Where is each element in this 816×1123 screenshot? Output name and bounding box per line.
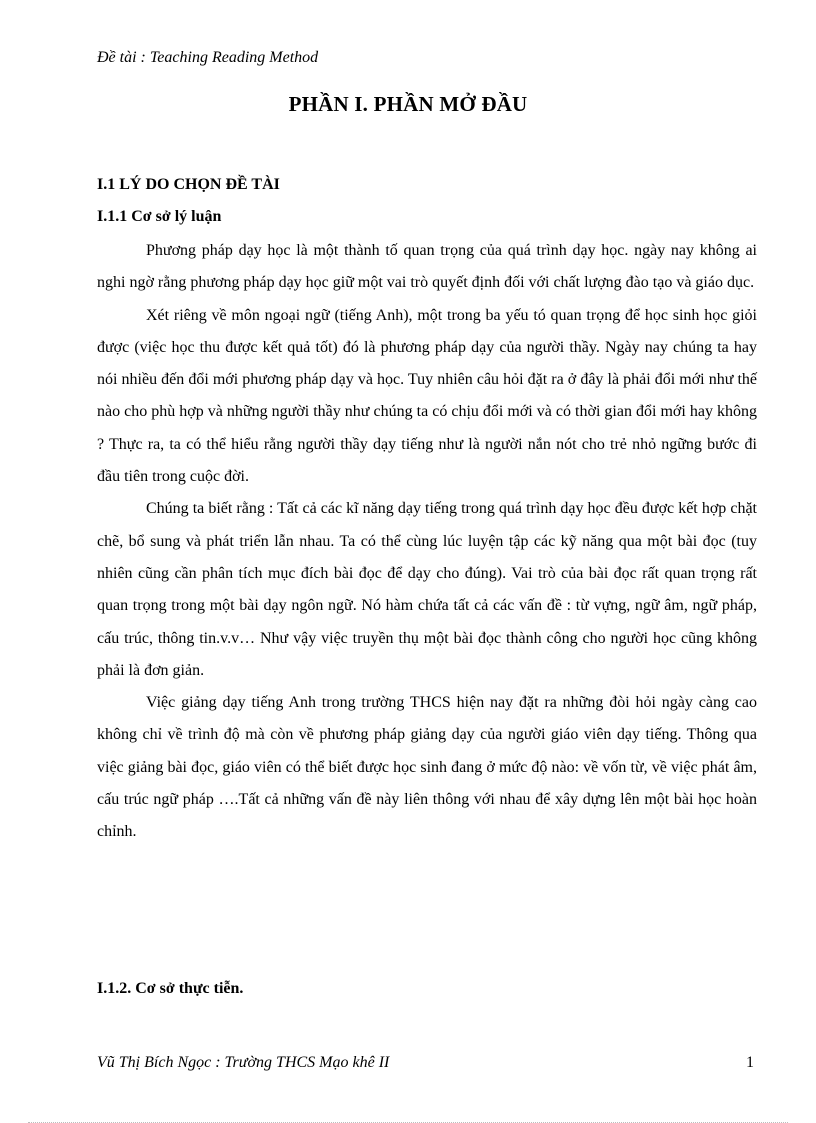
page-title: PHẦN I. PHẦN MỞ ĐẦU — [288, 92, 528, 116]
paragraph-3: Chúng ta biết rằng : Tất cả các kĩ năng dạy tiếng trong quá trình dạy học đều được kết hợp chặt chẽ, bổ sung và phát triển lẫn nhau. Ta có thể cùng lúc luyện tập các kỹ năng qua một bài đọc (tuy nhiên cũng cần phân tích mục đích bài đọc để dạy cho đúng). Vai trò của bài đọc rất quan trọng rất quan trọng trong một bài dạy ngôn ngữ. Nó hàm chứa tất cả các vấn đề : từ vựng, ngữ âm, ngữ pháp, cấu trúc, thông tin.v.v… Như vậy việc truyền thụ một bài đọc thành công cho người học cũng không phải là đơn giản. — [97, 500, 757, 679]
page-number: 1 — [746, 1054, 754, 1071]
header-topic: Đề tài : Teaching Reading Method — [97, 49, 319, 66]
paragraph-4: Việc giảng dạy tiếng Anh trong trường THCS hiện nay đặt ra những đòi hỏi ngày càng cao không chỉ về trình độ mà còn về phương pháp giảng dạy của người giáo viên dạy tiếng. Thông qua việc giảng bài đọc, giáo viên có thể biết được học sinh đang ở mức độ nào: về vốn từ, về việc phát âm, cấu trúc ngữ pháp ….Tất cả những vấn đề này liên thông với nhau để xây dựng lên một bài học hoàn chỉnh. — [97, 694, 757, 841]
section-heading-1-1: I.1 LÝ DO CHỌN ĐỀ TÀI — [97, 176, 280, 193]
paragraph-1: Phương pháp dạy học là một thành tố quan trọng của quá trình dạy học. ngày nay không ai nghi ngờ rằng phương pháp dạy học giữ một vai trò quyết định đối với chất lượng đào tạo và giáo dục. — [97, 242, 757, 292]
footer-author: Vũ Thị Bích Ngọc : Trường THCS Mạo khê II — [97, 1054, 390, 1071]
section-heading-1-1-2: I.1.2. Cơ sở thực tiễn. — [97, 980, 244, 997]
body-text — [97, 235, 757, 849]
section-heading-1-1-1: I.1.1 Cơ sở lý luận — [97, 208, 222, 225]
paragraph-2: Xét riêng về môn ngoại ngữ (tiếng Anh), một trong ba yếu tó quan trọng để học sinh học giỏi được (việc học thu được kết quả tốt) đó là phương pháp dạy của người thầy. Ngày nay chúng ta hay nói nhiều đến đổi mới phương pháp dạy và học. Tuy nhiên câu hỏi đặt ra ở đây là phải đổi mới như thế nào cho phù hợp và những người thầy như chúng ta có chịu đổi mới và có thời gian đổi mới hay không ? Thực ra, ta có thể hiểu rằng người thầy dạy tiếng như là người nắn nót cho trẻ nhỏ ngững bước đi đầu tiên trong cuộc đời. — [97, 306, 757, 486]
